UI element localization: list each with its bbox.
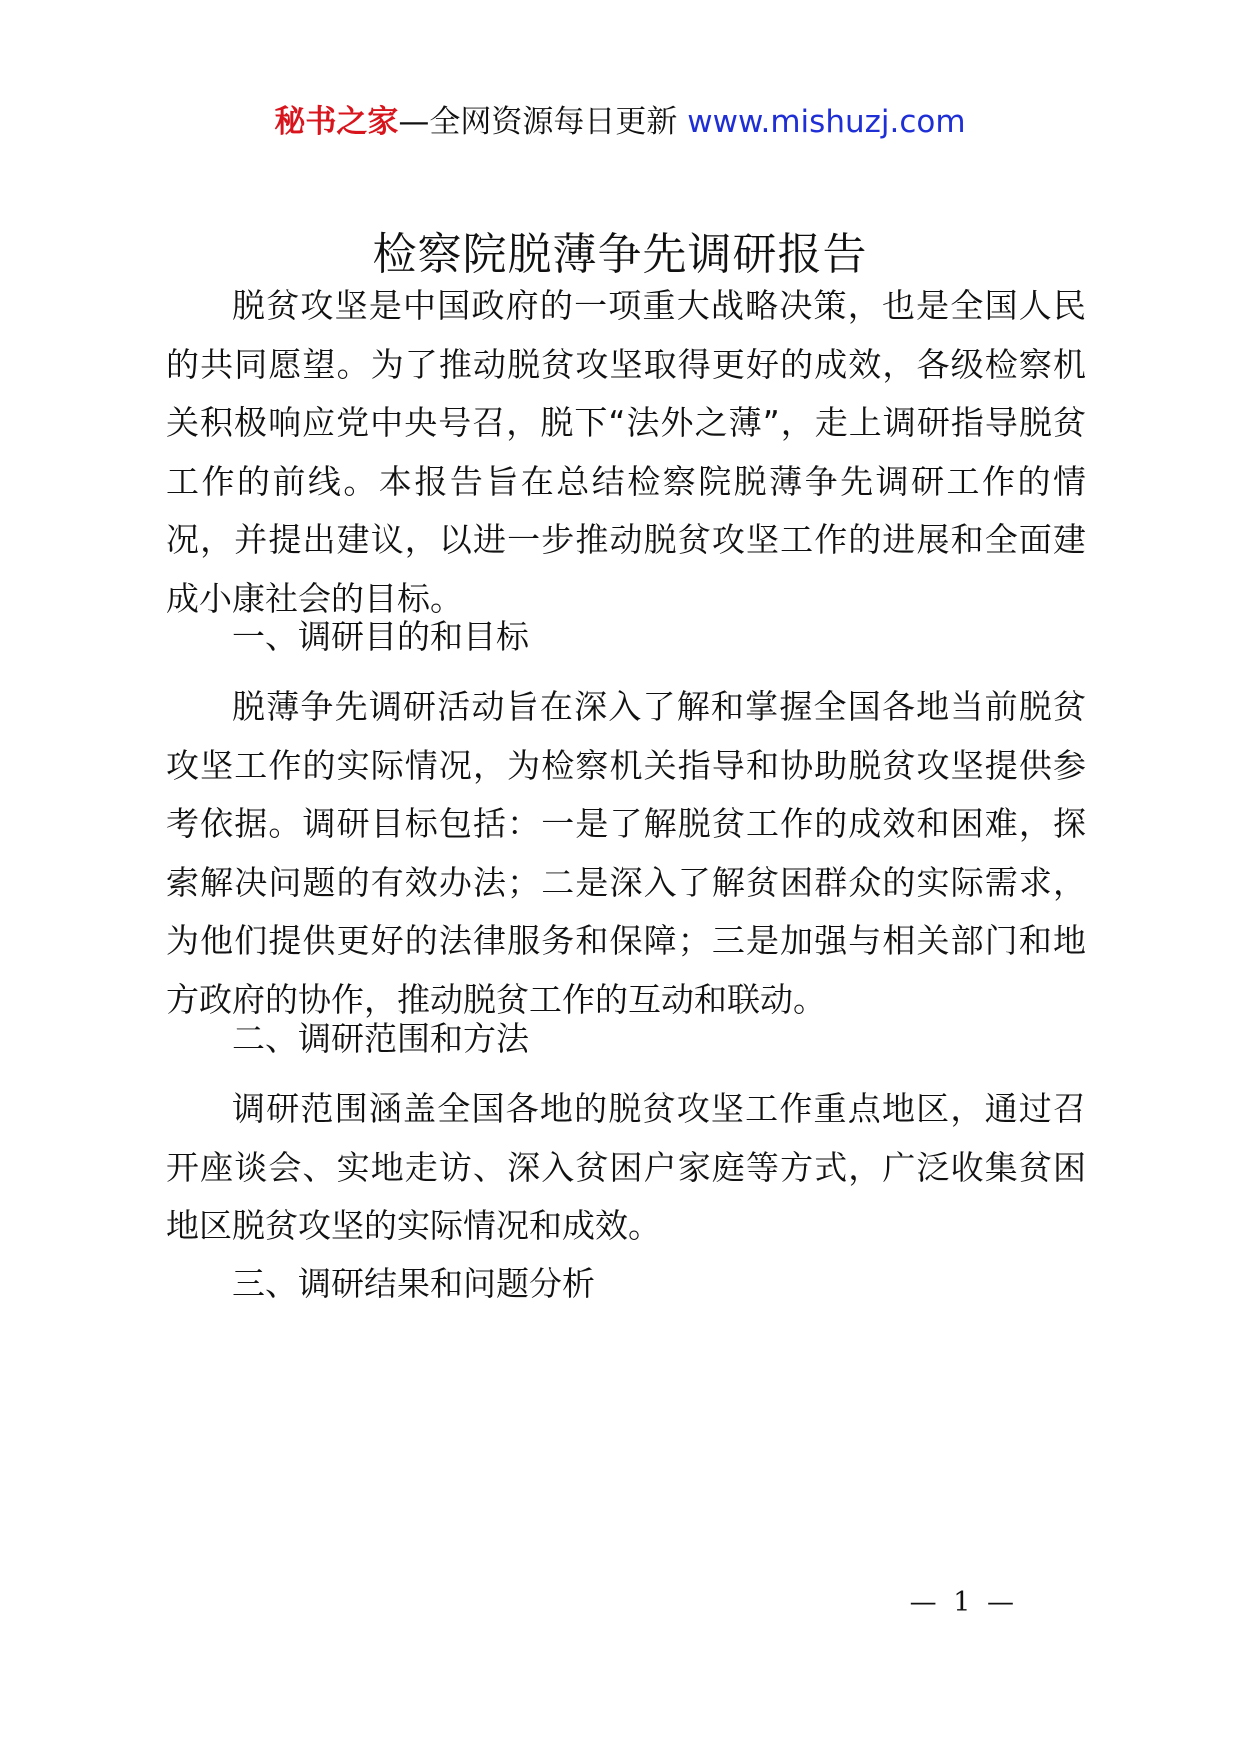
site-header-banner — [0, 100, 1240, 144]
page-number: — 1 — — [909, 1587, 1018, 1618]
section-1-heading: 一、调研目的和目标 — [232, 617, 529, 656]
section-3-heading: 三、调研结果和问题分析 — [232, 1264, 595, 1303]
section-2-paragraph: 调研范围涵盖全国各地的脱贫攻坚工作重点地区，通过召开座谈会、实地走访、深入贫困户家庭等方式，广泛收集贫困地区脱贫攻坚的实际情况和成效。 — [166, 1089, 1086, 1245]
site-url-link[interactable]: www.mishuzj.com — [687, 104, 966, 140]
intro-paragraph: 脱贫攻坚是中国政府的一项重大战略决策，也是全国人民的共同愿望。为了推动脱贫攻坚取得更好的成效，各级检察机关积极响应党中央号召，脱下“法外之薄”，走上调研指导脱贫工作的前线。本报告旨在总结检察院脱薄争先调研工作的情况，并提出建议，以进一步推动脱贫攻坚工作的进展和全面建成小康社会的目标。 — [166, 286, 1086, 618]
section-2-heading: 二、调研范围和方法 — [232, 1019, 529, 1058]
document-title: 检察院脱薄争先调研报告 — [372, 229, 868, 280]
site-tagline: —全网资源每日更新 — [398, 104, 688, 140]
section-1-paragraph: 脱薄争先调研活动旨在深入了解和掌握全国各地当前脱贫攻坚工作的实际情况，为检察机关指导和协助脱贫攻坚提供参考依据。调研目标包括：一是了解脱贫工作的成效和困难，探索解决问题的有效办法；二是深入了解贫困群众的实际需求，为他们提供更好的法律服务和保障；三是加强与相关部门和地方政府的协作，推动脱贫工作的互动和联动。 — [166, 687, 1086, 1019]
site-brand: 秘书之家 — [274, 104, 399, 140]
